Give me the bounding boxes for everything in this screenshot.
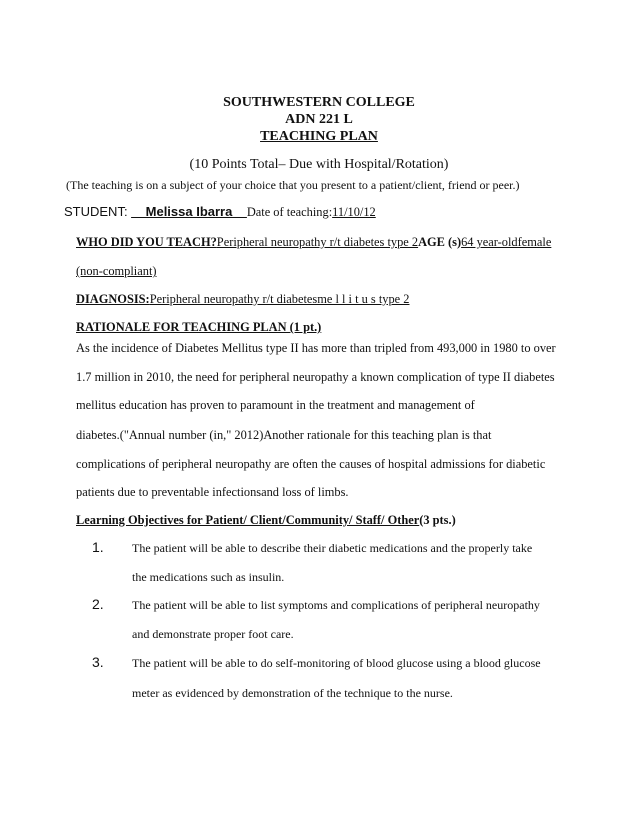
- objective-text: the medications such as insulin.: [132, 570, 285, 584]
- rationale-heading: RATIONALE FOR TEACHING PLAN (1 pt.): [76, 320, 322, 334]
- points-note: (10 Points Total– Due with Hospital/Rotation): [189, 157, 449, 172]
- objective-text: and demonstrate proper foot care.: [132, 627, 294, 641]
- course-code: ADN 221 L: [285, 112, 353, 127]
- objective-number: 2.: [92, 596, 104, 612]
- rationale-line: patients due to preventable infectionsand loss of limbs.: [76, 485, 349, 499]
- objective-number: 1.: [92, 539, 104, 555]
- diagnosis-line: [76, 292, 409, 307]
- plan-title: TEACHING PLAN: [260, 129, 378, 144]
- age-value: 64 year-oldfemale: [461, 235, 552, 249]
- objectives-heading: Learning Objectives for Patient/ Client/Community/ Staff/ Other: [76, 513, 420, 527]
- rationale-line: complications of peripheral neuropathy are often the causes of hospital admissions for diabetic: [76, 457, 546, 471]
- objective-text: meter as evidenced by demonstration of the technique to the nurse.: [132, 686, 453, 700]
- rationale-line: As the incidence of Diabetes Mellitus type II has more than tripled from 493,000 in 1980 to over: [76, 341, 556, 355]
- objective-text: The patient will be able to list symptoms and complications of peripheral neuropathy: [132, 598, 540, 612]
- rationale-line: mellitus education has proven to paramount in the treatment and management of: [76, 398, 475, 412]
- teaching-date: 11/10/12: [332, 205, 376, 219]
- diagnosis-label: DIAGNOSIS:: [76, 292, 150, 306]
- rationale-line: 1.7 million in 2010, the need for peripheral neuropathy a known complication of type II diabetes: [76, 370, 555, 384]
- student-name: __Melissa Ibarra__: [131, 204, 247, 219]
- objectives-points: (3 pts.): [419, 513, 456, 527]
- age-label: AGE (s): [418, 235, 462, 249]
- assignment-note: (The teaching is on a subject of your choice that you present to a patient/client, friend or peer.): [66, 178, 520, 192]
- objectives-line: [76, 513, 456, 528]
- who-value: Peripheral neuropathy r/t diabetes type 2: [216, 235, 419, 249]
- who-continuation: (non-compliant): [76, 264, 157, 278]
- objective-number: 3.: [92, 654, 104, 670]
- diagnosis-value: Peripheral neuropathy r/t diabetesme l l i t u s type 2: [149, 292, 410, 306]
- student-line: [64, 204, 376, 220]
- college-title: SOUTHWESTERN COLLEGE: [223, 95, 415, 110]
- who-label: WHO DID YOU TEACH?: [76, 235, 217, 249]
- who-line: [76, 235, 551, 250]
- rationale-line: diabetes.("Annual number (in," 2012)Another rationale for this teaching plan is that: [76, 428, 492, 442]
- objective-text: The patient will be able to do self-monitoring of blood glucose using a blood glucose: [132, 656, 541, 670]
- student-label: STUDENT:: [64, 204, 132, 219]
- objective-text: The patient will be able to describe their diabetic medications and the properly take: [132, 541, 533, 555]
- date-label: Date of teaching:: [246, 205, 333, 219]
